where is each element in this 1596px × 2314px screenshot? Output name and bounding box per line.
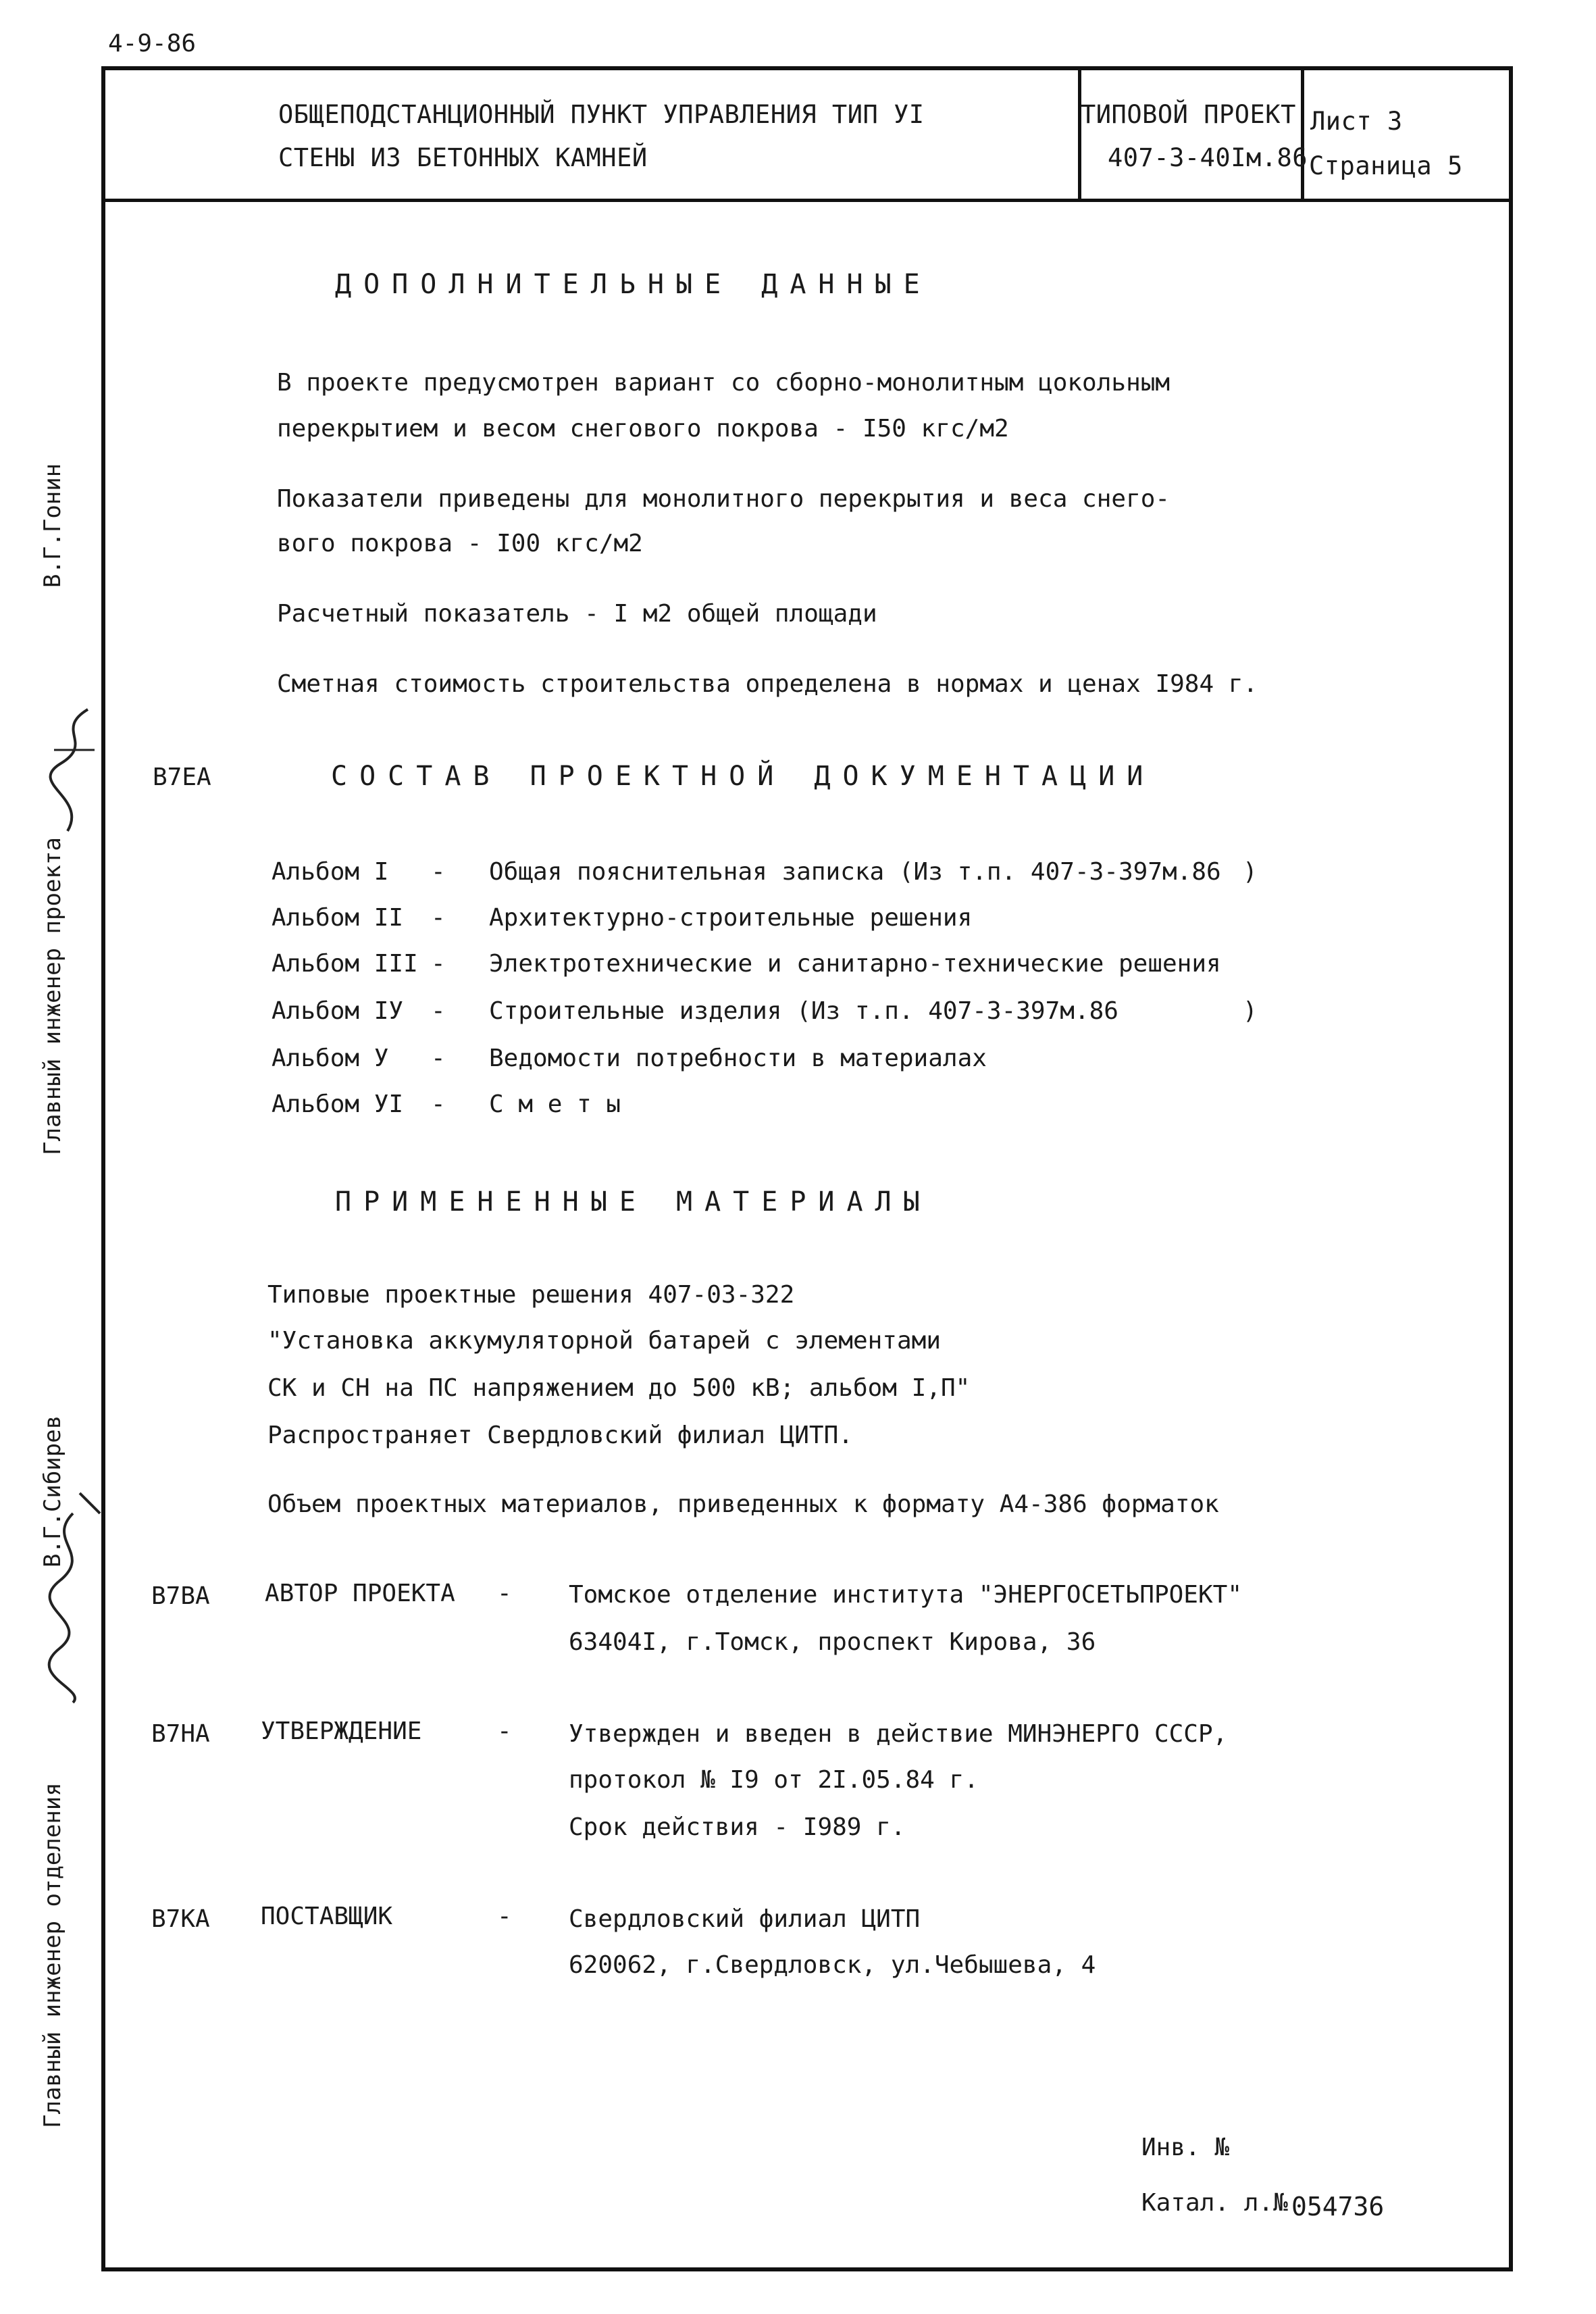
header-divider-vertical-1 bbox=[1078, 70, 1081, 199]
footer-catalog-label: Катал. л.№ bbox=[1141, 2189, 1288, 2217]
album-label: Альбом УI bbox=[272, 1090, 404, 1118]
approval-code: В7НА bbox=[151, 1720, 210, 1748]
album-dash: - bbox=[431, 904, 446, 932]
album-text: Общая пояснительная записка (Из т.п. 407-3-397м.86 bbox=[489, 858, 1221, 886]
album-dash: - bbox=[431, 950, 446, 978]
album-label: Альбом У bbox=[272, 1045, 389, 1072]
supplier-dash: - bbox=[497, 1903, 512, 1930]
side-bottom-name: В.Г.Сибирев bbox=[39, 1415, 66, 1567]
additional-p1-line1: В проекте предусмотрен вариант со сборно-монолитным цокольным bbox=[277, 369, 1170, 397]
side-bottom-role: Главный инженер отделения bbox=[39, 1782, 66, 2128]
approval-line3: Срок действия - I989 г. bbox=[569, 1813, 906, 1841]
additional-heading: ДОПОЛНИТЕЛЬНЫЕ ДАННЫЕ bbox=[335, 269, 932, 300]
signature-top bbox=[41, 703, 101, 838]
additional-p4: Сметная стоимость строительства определена в нормах и ценах I984 г. bbox=[277, 670, 1258, 698]
album-close: ) bbox=[1243, 997, 1258, 1025]
album-text: Электротехнические и санитарно-технические решения bbox=[489, 950, 1221, 978]
author-label: АВТОР ПРОЕКТА bbox=[265, 1580, 455, 1607]
author-line2: 63404I, г.Томск, проспект Кирова, 36 bbox=[569, 1628, 1096, 1656]
header-page: Страница 5 bbox=[1309, 151, 1463, 180]
side-top-name: В.Г.Гонин bbox=[39, 463, 66, 588]
album-label: Альбом III bbox=[272, 950, 418, 978]
approval-line1: Утвержден и введен в действие МИНЭНЕРГО СССР, bbox=[569, 1720, 1228, 1748]
footer-catalog-number: 054736 bbox=[1291, 2192, 1385, 2221]
album-dash: - bbox=[431, 858, 446, 886]
header-title-line1: ОБЩЕПОДСТАНЦИОННЫЙ ПУНКТ УПРАВЛЕНИЯ ТИП УI bbox=[278, 100, 925, 129]
composition-code: В7ЕА bbox=[153, 763, 211, 791]
approval-label: УТВЕРЖДЕНИЕ bbox=[261, 1717, 422, 1745]
header-divider-vertical-2 bbox=[1301, 70, 1304, 199]
signature-bottom bbox=[32, 1486, 107, 1709]
materials-line4: Распространяет Свердловский филиал ЦИТП. bbox=[267, 1422, 853, 1449]
document-frame bbox=[101, 66, 1513, 2271]
album-close: ) bbox=[1243, 858, 1258, 886]
supplier-label: ПОСТАВЩИК bbox=[261, 1903, 393, 1930]
header-title-line2: СТЕНЫ ИЗ БЕТОННЫХ КАМНЕЙ bbox=[278, 143, 648, 172]
author-dash: - bbox=[497, 1580, 512, 1607]
footer-inventory: Инв. № bbox=[1141, 2134, 1230, 2161]
additional-p3: Расчетный показатель - I м2 общей площади bbox=[277, 600, 877, 628]
additional-p2-line2: вого покрова - I00 кгс/м2 bbox=[277, 530, 643, 557]
approval-line2: протокол № I9 от 2I.05.84 г. bbox=[569, 1766, 979, 1794]
author-line1: Томское отделение института "ЭНЕРГОСЕТЬПРОЕКТ" bbox=[569, 1581, 1242, 1609]
supplier-line1: Свердловский филиал ЦИТП bbox=[569, 1905, 921, 1933]
materials-line3: СК и СН на ПС напряжением до 500 кВ; альбом I,П" bbox=[267, 1374, 971, 1402]
album-text: С м е т ы bbox=[489, 1090, 621, 1118]
supplier-code: В7КА bbox=[151, 1905, 210, 1933]
album-dash: - bbox=[431, 1045, 446, 1072]
header-project-number: 407-3-40Iм.86 bbox=[1108, 143, 1308, 172]
album-text: Ведомости потребности в материалах bbox=[489, 1045, 987, 1072]
materials-line2: "Установка аккумуляторной батарей с элементами bbox=[267, 1327, 941, 1355]
album-text: Архитектурно-строительные решения bbox=[489, 904, 973, 932]
side-top-role: Главный инженер проекта bbox=[39, 837, 66, 1155]
album-label: Альбом II bbox=[272, 904, 404, 932]
album-label: Альбом IУ bbox=[272, 997, 404, 1025]
header-sheet: Лист 3 bbox=[1310, 107, 1403, 136]
composition-heading: СОСТАВ ПРОЕКТНОЙ ДОКУМЕНТАЦИИ bbox=[331, 761, 1156, 792]
album-label: Альбом I bbox=[272, 858, 389, 886]
album-dash: - bbox=[431, 1090, 446, 1118]
additional-p1-line2: перекрытием и весом снегового покрова - I50 кгс/м2 bbox=[277, 415, 1009, 443]
supplier-line2: 620062, г.Свердловск, ул.Чебышева, 4 bbox=[569, 1951, 1096, 1979]
author-code: В7ВА bbox=[151, 1582, 210, 1610]
page-code: 4-9-86 bbox=[108, 30, 197, 57]
album-dash: - bbox=[431, 997, 446, 1025]
header-project-label: ТИПОВОЙ ПРОЕКТ bbox=[1081, 100, 1296, 129]
album-text: Строительные изделия (Из т.п. 407-3-397м.86 bbox=[489, 997, 1118, 1025]
materials-heading: ПРИМЕНЕННЫЕ МАТЕРИАЛЫ bbox=[335, 1186, 932, 1217]
materials-line1: Типовые проектные решения 407-03-322 bbox=[267, 1281, 795, 1309]
approval-dash: - bbox=[497, 1717, 512, 1745]
materials-line5: Объем проектных материалов, приведенных к формату А4-386 форматок bbox=[267, 1490, 1219, 1518]
additional-p2-line1: Показатели приведены для монолитного перекрытия и веса снего- bbox=[277, 485, 1170, 513]
header-divider bbox=[105, 199, 1509, 202]
